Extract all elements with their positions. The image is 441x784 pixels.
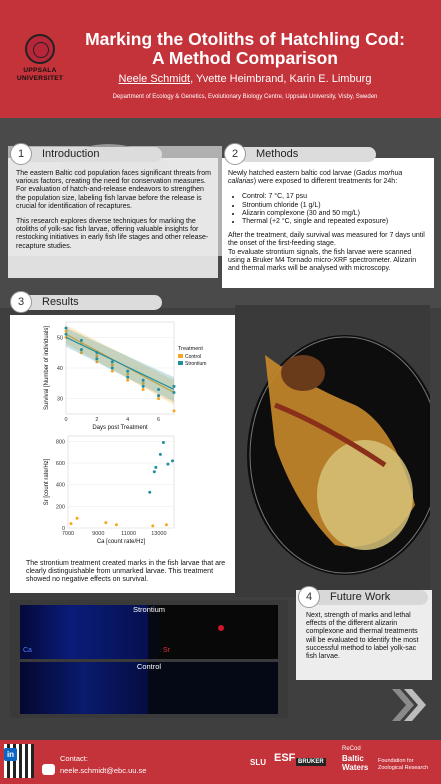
y-axis-label: Sr [count rate/Hz]: [44, 458, 50, 506]
data-point: [171, 459, 174, 462]
data-point: [159, 453, 162, 456]
data-point: [153, 470, 156, 473]
treatment-item: • Thermal (+2 °C, single and repeated exposure): [242, 218, 428, 226]
data-point: [70, 522, 73, 525]
section-number-2: 2: [224, 143, 246, 165]
x-tick-label: 4: [126, 417, 130, 423]
sr-ca-chart: [42, 432, 182, 554]
ca-label: Ca: [23, 647, 32, 654]
y-tick-label: 40: [56, 366, 63, 372]
author-primary: Neele Schmidt: [118, 73, 191, 85]
y-tick-label: 200: [55, 504, 65, 511]
data-point: [166, 463, 169, 466]
data-point: [151, 524, 154, 527]
strontium-scan: [20, 605, 278, 659]
authors-rest: , Yvette Heimbrand, Karin E. Limburg: [190, 73, 372, 85]
introduction-heading: [12, 147, 162, 162]
data-point: [115, 523, 118, 526]
data-point: [111, 367, 114, 370]
section-number-1: 1: [10, 143, 32, 165]
data-point: [76, 517, 79, 520]
y-tick-label: 0: [61, 526, 65, 532]
x-tick-label: 11000: [121, 531, 137, 537]
methods-title: Methods: [256, 148, 299, 160]
data-point: [126, 379, 129, 382]
email-icon: [42, 764, 55, 775]
methods-paragraph-2: After the treatment, daily survival was measured for 7 days until the onset of the first-feeding stage.: [228, 232, 425, 248]
section-number-4: 4: [298, 586, 320, 608]
data-point: [65, 327, 68, 330]
introduction-card: [8, 158, 218, 278]
treatment-item: • Alizarin complexone (30 and 50 mg/L): [242, 210, 428, 218]
y-tick-label: 600: [55, 461, 65, 468]
bruker-logo: BRUKER: [298, 759, 324, 765]
data-point: [80, 339, 83, 342]
authors: [60, 73, 430, 85]
larva-photo-area: [235, 305, 430, 597]
poster-title: [60, 30, 430, 68]
data-point: [157, 388, 160, 391]
data-point: [162, 441, 165, 444]
university-seal-icon: [25, 34, 55, 64]
y-axis-label: Survival [Number of individuals]: [44, 325, 50, 411]
x-tick-label: 7000: [61, 531, 75, 537]
data-point: [65, 333, 68, 336]
data-point: [157, 394, 160, 397]
results-title: Results: [42, 296, 79, 308]
legend-label: Strontium: [185, 361, 207, 367]
cod-larva-photo: [235, 305, 430, 597]
data-point: [142, 379, 145, 382]
future-work-heading: [300, 590, 428, 605]
data-point: [104, 521, 107, 524]
x-axis-label: Ca [count rate/Hz]: [96, 539, 146, 545]
future-work-text: Next, strength of marks and lethal effects of the different alizarin complexone and thermal treatments will be evaluated to identify the most successful method to label yolk-sac fish larvae.: [306, 612, 419, 661]
future-work-title: Future Work: [330, 591, 391, 603]
recod-logo: ReCod: [342, 746, 361, 752]
x-tick-label: 13000: [151, 531, 167, 537]
methods-heading: [226, 147, 376, 162]
methods-card: [222, 158, 434, 288]
treatment-list: [242, 193, 428, 226]
data-point: [173, 385, 176, 388]
title-line2: A Method Comparison: [151, 48, 338, 68]
foundation-logo: Foundation for Zoological Research: [378, 758, 429, 771]
x-tick-label: 0: [64, 417, 68, 423]
esf-logo: ESF: [274, 752, 296, 764]
data-point: [148, 491, 151, 494]
methods-paragraph-3: To evaluate strontium signals, the fish larvae were scanned using a Bruker M4 Tornado micro-XRF spectrometer. Alizarin and thermal marks will be analysed with microscopy.: [228, 248, 417, 273]
y-tick-label: 400: [55, 482, 65, 489]
treatment-item: • Strontium chloride (1 g/L): [242, 202, 428, 210]
section-number-3: 3: [10, 291, 32, 313]
chevron-right-icon: [388, 685, 428, 725]
data-point: [173, 391, 176, 394]
baltic-waters-logo: Baltic Waters: [342, 754, 369, 772]
x-tick-label: 2: [95, 417, 99, 423]
x-tick-label: 6: [157, 417, 161, 423]
data-point: [157, 397, 160, 400]
y-tick-label: 800: [55, 439, 65, 446]
results-heading: [12, 295, 162, 310]
intro-paragraph-2: This research explores diverse techniques for marking the otoliths of yolk-sac fish larvae, offering valuable insights for restocking initiatives in early fish life stages and other release-recapture studies.: [16, 218, 209, 250]
data-point: [126, 376, 129, 379]
data-point: [154, 466, 157, 469]
data-point: [95, 357, 98, 360]
methods-paragraph-1: Newly hatched eastern baltic cod larvae (Gadus morhua callarias) were exposed to different treatments for 24h:: [228, 170, 403, 186]
logo-line2: UNIVERSITET: [16, 75, 64, 82]
introduction-title: Introduction: [42, 148, 100, 160]
contact-email[interactable]: neele.schmidt@ebc.uu.se: [60, 766, 147, 775]
y-tick-label: 30: [56, 396, 63, 403]
logo-line1: UPPSALA: [23, 67, 57, 74]
legend-swatch: [178, 361, 183, 365]
data-point: [142, 385, 145, 388]
poster-header: [0, 0, 441, 118]
strontium-label: Strontium: [132, 605, 166, 614]
legend-swatch: [178, 354, 183, 358]
footer: [0, 740, 441, 784]
sr-label: Sr: [163, 647, 170, 654]
affiliation: Department of Ecology & Genetics, Evolutionary Biology Centre, Uppsala University, Visby, Sweden: [112, 94, 378, 100]
treatment-item: • Control: 7 °C, 17 psu: [242, 193, 428, 201]
legend-label: Control: [185, 354, 202, 360]
data-point: [95, 351, 98, 354]
linkedin-icon[interactable]: in: [4, 748, 17, 761]
control-scan: [20, 662, 278, 714]
data-point: [142, 388, 145, 391]
data-point: [126, 370, 129, 373]
contact-label: Contact:: [60, 754, 88, 763]
data-point: [165, 523, 168, 526]
control-label: Control: [136, 662, 162, 671]
data-point: [80, 348, 83, 351]
plot-area: [68, 436, 174, 528]
data-point: [111, 360, 114, 363]
intro-paragraph-1: The eastern Baltic cod population faces significant threats from various factors, creating the need for conservation measures. For evaluation of hatch-and-release endeavors to strengthen the population size, labeling fish larvae before the release is crucial for identification of recaptures.: [16, 170, 211, 210]
results-caption: The strontium treatment created marks in the fish larvae that are clearly distinguishable from unmarked larvae. This treatment showed no negative effects on survival.: [26, 560, 226, 584]
y-tick-label: 50: [56, 335, 63, 342]
title-line1: Marking the Otoliths of Hatchling Cod:: [85, 29, 405, 49]
x-tick-label: 9000: [92, 531, 105, 537]
slu-logo: SLU: [250, 758, 266, 767]
microscopy-panel: [10, 600, 288, 718]
legend-title: Treatment: [178, 346, 203, 352]
data-point: [173, 409, 176, 412]
survival-chart: [42, 318, 222, 436]
x-axis-label: Days post Treatment: [92, 425, 148, 431]
